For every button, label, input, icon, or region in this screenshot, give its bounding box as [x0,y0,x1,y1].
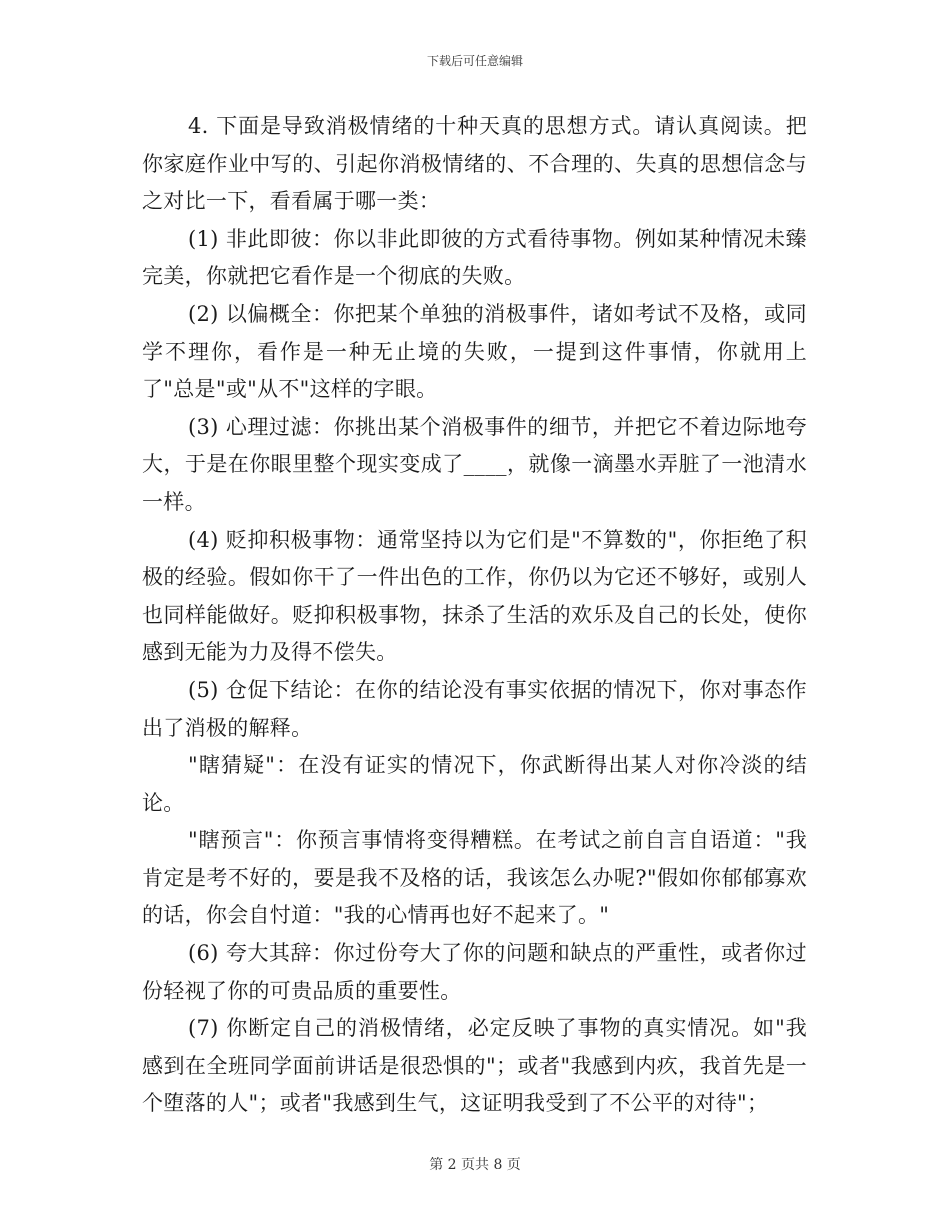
page-number-footer: 第 2 页共 8 页 [429,1157,521,1173]
paragraph-fortune-telling: "瞎预言"：你预言事情将变得糟糕。在考试之前自言自语道："我肯定是考不好的，要是我不及格的话，我该怎么办呢?"假如你郁郁寡欢的话，你会自忖道："我的心情再也好不起来了。" [142,828,807,928]
paragraph-discounting-positive: (4) 贬抑积极事物：通常坚持以为它们是"不算数的"，你拒绝了积极的经验。假如你干了一件出色的工作，你仍以为它还不够好，或别人也同样能做好。贬抑积极事物，抹杀了生活的欢乐及自己的长处，使你感到无能为力及得不偿失。 [142,527,807,665]
paragraph-mind-reading: "瞎猜疑"：在没有证实的情况下，你武断得出某人对你冷淡的结论。 [142,753,807,815]
paragraph-all-or-nothing: (1) 非此即彼：你以非此即彼的方式看待事物。例如某种情况未臻完美，你就把它看作是一个彻底的失败。 [142,226,807,289]
document-body [142,108,807,1123]
paragraph-jumping-to-conclusions: (5) 仓促下结论：在你的结论没有事实依据的情况下，你对事态作出了消极的解释。 [142,677,807,740]
paragraph-mental-filter: (3) 心理过滤：你挑出某个消极事件的细节，并把它不着边际地夸大，于是在你眼里整个现实变成了____，就像一滴墨水弄脏了一池清水一样。 [142,414,807,514]
paragraph-emotional-reasoning: (7) 你断定自己的消极情绪，必定反映了事物的真实情况。如"我感到在全班同学面前讲话是很恐惧的"；或者"我感到内疚，我首先是一个堕落的人"；或者"我感到生气，这证明我受到了不公平的对待"； [142,1016,807,1116]
paragraph-item-4-intro: 4. 下面是导致消极情绪的十种天真的思想方式。请认真阅读。把你家庭作业中写的、引起你消极情绪的、不合理的、失真的思想信念与之对比一下，看看属于哪一类： [142,114,807,214]
paragraph-overgeneralization: (2) 以偏概全：你把某个单独的消极事件，诸如考试不及格，或同学不理你，看作是一种无止境的失败，一提到这件事情，你就用上了"总是"或"从不"这样的字眼。 [142,301,807,402]
paragraph-magnification: (6) 夸大其辞：你过份夸大了你的问题和缺点的严重性，或者你过份轻视了你的可贵品质的重要性。 [142,941,807,1003]
page-header: 下载后可任意编辑 [426,54,523,68]
